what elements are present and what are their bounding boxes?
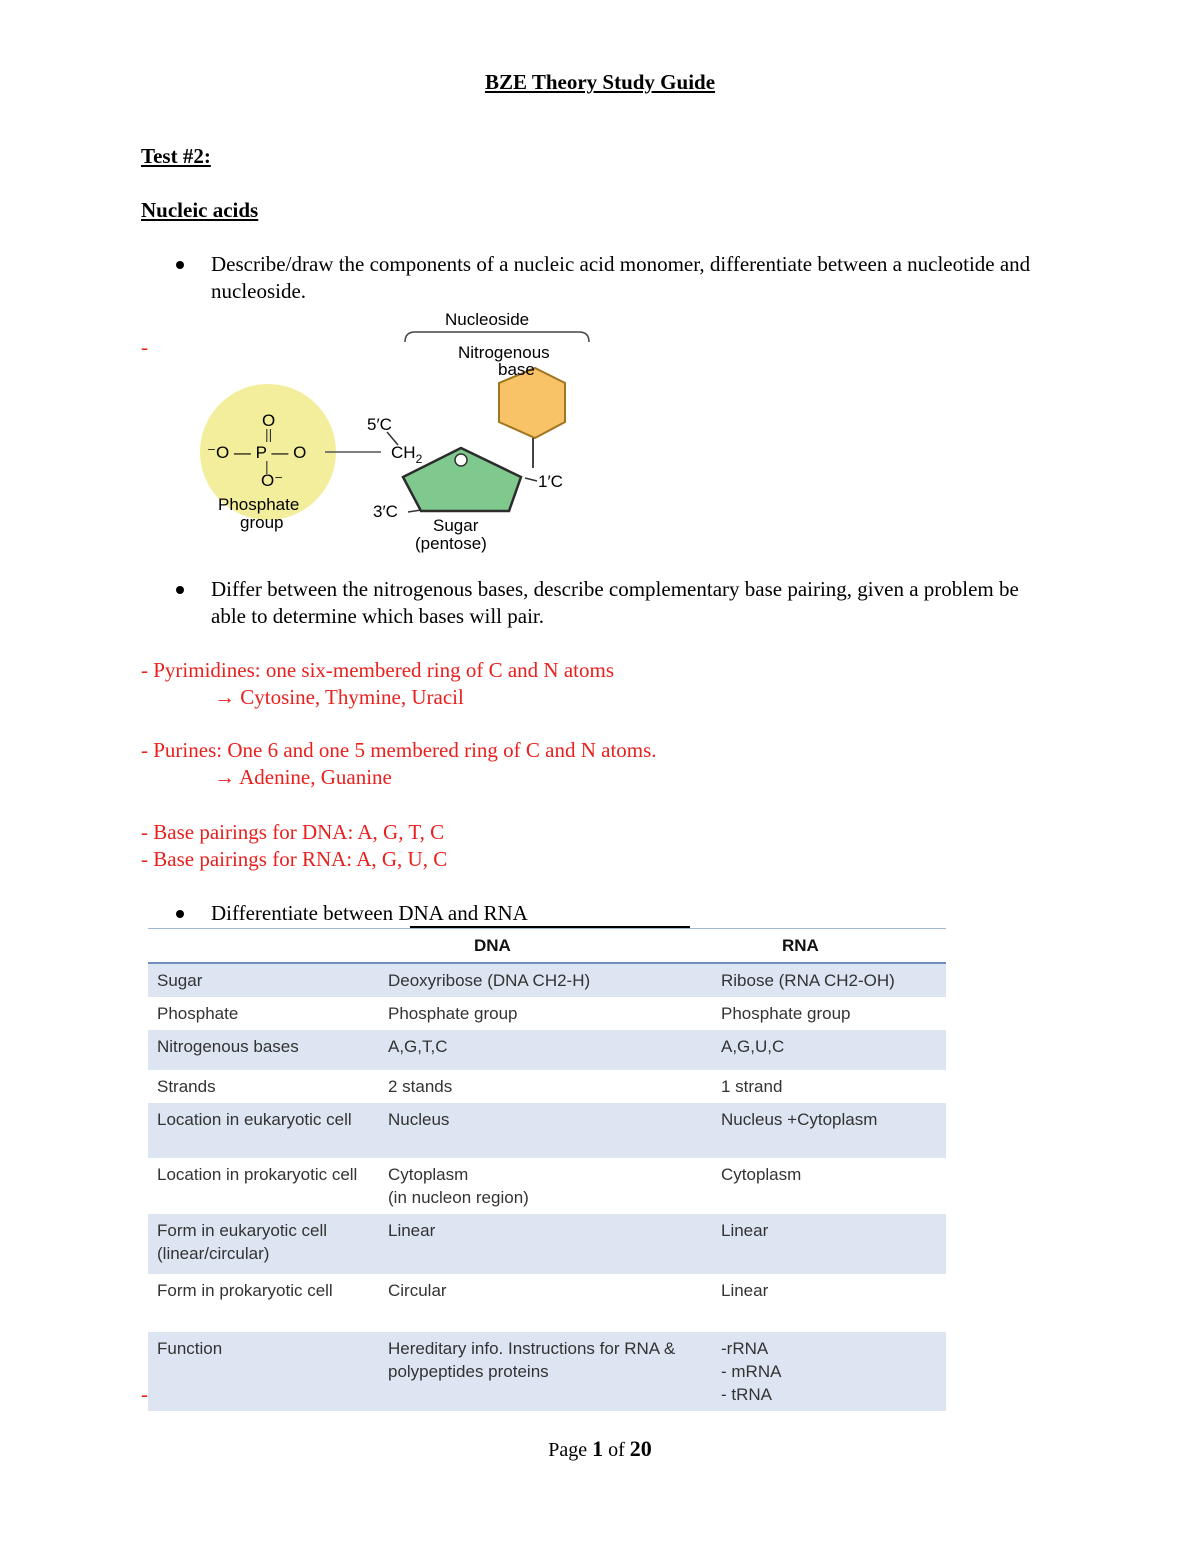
dna-cell: Hereditary info. Instructions for RNA & polypeptides proteins — [379, 1332, 712, 1411]
row-label: Strands — [157, 1077, 216, 1096]
rna-cell: Linear — [721, 1281, 769, 1300]
bullet-text: Describe/draw the components of a nucleic acid monomer, differentiate between a nucleotide and nucleoside. — [211, 252, 1031, 303]
label-phosphate-o-bottom: O⁻ — [261, 471, 284, 490]
table-header-rna: RNA — [712, 929, 946, 964]
note-dna-pairs: - Base pairings for DNA: A, G, T, C — [141, 820, 445, 844]
dna-cell: 2 stands — [388, 1077, 453, 1096]
label-3c: 3′C — [373, 502, 398, 521]
arrow-icon: → — [214, 685, 235, 709]
label-phosphate-o-top: O — [262, 411, 276, 430]
table-row — [148, 1274, 946, 1332]
rna-cell: Nucleus +Cytoplasm — [712, 1103, 946, 1158]
table-row — [148, 997, 946, 1030]
rna-cell: A,G,U,C — [712, 1030, 946, 1070]
note-pyrimidines-list: → Cytosine, Thymine, Uracil — [214, 685, 464, 709]
page-total: 20 — [629, 1436, 652, 1461]
note-rna-pairs: - Base pairings for RNA: A, G, U, C — [141, 847, 448, 871]
label-1c: 1′C — [538, 472, 563, 491]
row-label: Form in eukaryotic cell (linear/circular) — [148, 1214, 379, 1274]
dash-marker: - — [141, 335, 148, 359]
rna-cell: Ribose (RNA CH2-OH) — [712, 963, 946, 997]
arrow-icon: → — [214, 765, 235, 789]
label-phosphate: Phosphate — [218, 495, 300, 514]
row-label: Function — [148, 1332, 379, 1411]
label-nucleoside: Nucleoside — [445, 310, 530, 329]
page-footer: Page 1 of 20 — [548, 1436, 652, 1461]
row-label: Location in eukaryotic cell — [148, 1103, 379, 1158]
table-row — [148, 1103, 946, 1158]
dna-cell: Circular — [388, 1281, 447, 1300]
arrow-3c — [408, 510, 421, 512]
dna-rna-table — [148, 928, 946, 1411]
table-row — [148, 1332, 946, 1411]
row-label: Phosphate — [157, 1004, 239, 1023]
table-header — [148, 929, 379, 964]
table-row — [148, 1030, 946, 1070]
label-pentose: (pentose) — [415, 534, 487, 553]
dash-marker-bottom: - — [141, 1382, 148, 1406]
label-phosphate-formula: ⁻O — P — O — [207, 443, 307, 462]
table-header-dna: DNA — [379, 929, 712, 964]
dna-cell: Linear — [379, 1214, 712, 1274]
table-row — [148, 1214, 946, 1274]
label-sugar: Sugar — [433, 516, 479, 535]
label-ch2: $CH_2$ — [391, 443, 423, 466]
note-purines-list: → Adenine, Guanine — [214, 765, 392, 789]
dna-cell: Cytoplasm (in nucleon region) — [388, 1165, 529, 1207]
row-label: Nitrogenous bases — [148, 1030, 379, 1070]
arrow-1c — [525, 478, 537, 481]
rna-cell: Linear — [712, 1214, 946, 1274]
table-row — [148, 1070, 946, 1103]
table-row — [148, 1158, 946, 1214]
test-heading: Test #2: — [141, 144, 211, 168]
single-bond: | — [265, 458, 269, 474]
table-row — [148, 963, 946, 997]
dna-cell: Phosphate group — [388, 1004, 518, 1023]
rna-cell: Phosphate group — [721, 1004, 851, 1023]
rna-cell: -rRNA - mRNA - tRNA — [712, 1332, 946, 1411]
rna-cell: Cytoplasm — [721, 1165, 802, 1184]
label-5c: 5′C — [367, 415, 392, 434]
bullet-text: Differentiate between DNA and RNA — [211, 901, 528, 925]
double-bond: || — [265, 426, 273, 442]
bullet-icon — [176, 586, 184, 594]
note-pyrimidines: - Pyrimidines: one six-membered ring of C and N atoms — [141, 658, 615, 682]
rna-cell: 1 strand — [721, 1077, 783, 1096]
dna-cell: A,G,T,C — [379, 1030, 712, 1070]
dna-cell: Nucleus — [379, 1103, 712, 1158]
page-number: 1 — [592, 1436, 604, 1461]
ring-oxygen — [455, 454, 467, 466]
label-base: base — [498, 360, 535, 379]
label-nitrogenous: Nitrogenous — [458, 343, 550, 362]
row-label: Sugar — [148, 963, 379, 997]
bullet-icon — [176, 261, 184, 269]
row-label: Location in prokaryotic cell — [157, 1165, 358, 1184]
dna-cell: Deoxyribose (DNA CH2-H) — [379, 963, 712, 997]
bullet-icon — [176, 910, 184, 918]
nucleotide-diagram — [195, 300, 635, 560]
note-purines: - Purines: One 6 and one 5 membered ring of C and N atoms. — [141, 738, 657, 762]
bullet-text: Differ between the nitrogenous bases, describe complementary base pairing, given a problem be able to determine which bases will pair. — [211, 577, 1019, 628]
nucleoside-bracket — [405, 332, 589, 342]
document-title: BZE Theory Study Guide — [484, 70, 716, 94]
label-group: group — [240, 513, 284, 532]
row-label: Form in prokaryotic cell — [157, 1281, 333, 1300]
section-heading: Nucleic acids — [141, 198, 259, 222]
